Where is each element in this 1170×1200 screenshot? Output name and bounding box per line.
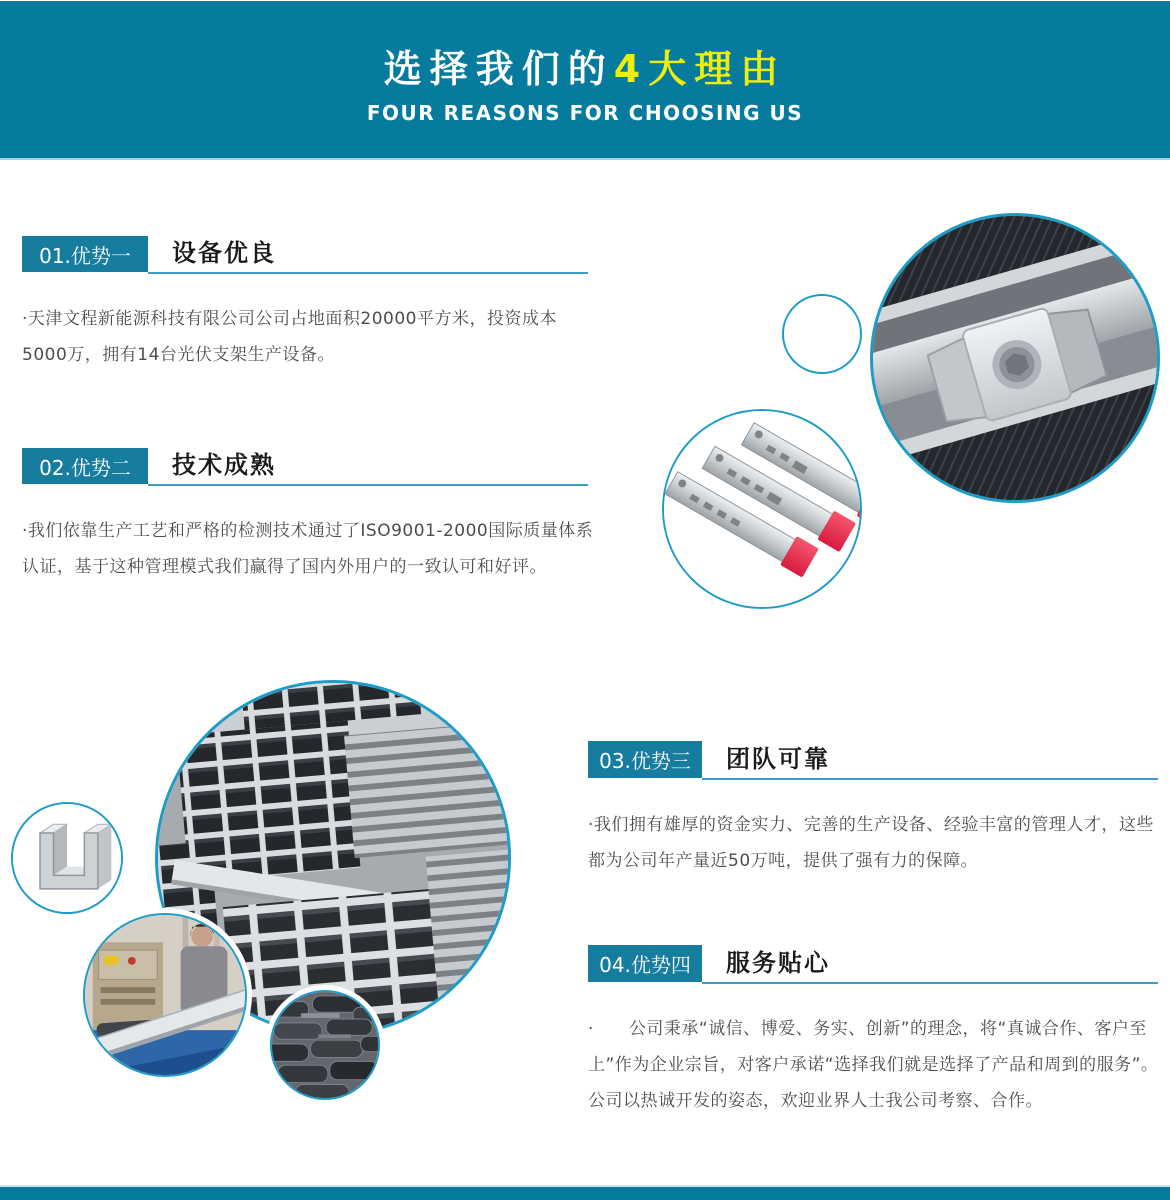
advantage-header: [22, 445, 602, 484]
advantage-section-service: [588, 943, 1160, 1119]
advantage-header: [588, 739, 1160, 778]
advantage-number-badge: 03.优势三: [588, 741, 702, 778]
advantage-title: 设备优良: [172, 239, 276, 267]
footer-band: [0, 1185, 1170, 1200]
section-underline: [148, 272, 588, 274]
advantage-section-team: [588, 739, 1160, 879]
steel-profiles-photo-circle: [662, 409, 862, 609]
steel-bundles-illustration: [272, 992, 378, 1098]
advantage-section-technology: [22, 445, 602, 585]
red-cap-profiles-illustration: [664, 411, 860, 607]
advantage-title: 服务贴心: [726, 949, 830, 977]
section-underline: [702, 982, 1158, 984]
section-underline: [702, 778, 1158, 780]
advantage-title: 技术成熟: [172, 451, 276, 479]
advantage-header: [22, 233, 602, 272]
factory-machine-photo-circle: [83, 913, 247, 1077]
advantage-body: ·我们拥有雄厚的资金实力、完善的生产设备、经验丰富的管理人才，这些都为公司年产量近50万吨，提供了强有力的保障。: [588, 815, 1154, 871]
advantage-title: 团队可靠: [726, 745, 830, 773]
u-channel-photo-circle: [11, 802, 123, 914]
advantage-header: [588, 943, 1160, 982]
steel-bundles-photo-circle: [270, 990, 380, 1100]
advantage-body: ·天津文程新能源科技有限公司公司占地面积20000平方米，投资成本5000万，拥有14台光伏支架生产设备。: [22, 309, 557, 365]
section-underline: [148, 484, 588, 486]
page-title-white: 选择我们的: [383, 46, 614, 91]
u-channel-illustration: [13, 804, 121, 912]
factory-machine-illustration: [85, 915, 245, 1075]
page-title-yellow: 4大理由: [613, 46, 787, 91]
advantage-section-equipment: [22, 233, 602, 373]
header-banner: [0, 1, 1170, 160]
advantage-body: · 公司秉承“诚信、博爱、务实、创新”的理念，将“真诚合作、客户至上”作为企业宗旨，对客户承诺“选择我们就是选择了产品和周到的服务”。公司以热诚开发的姿态，欢迎业界人士我公司考察、合作。: [588, 1019, 1159, 1111]
solar-clamp-photo-circle: [870, 213, 1160, 503]
advantage-number-badge: 01.优势一: [22, 236, 148, 272]
decorative-circle: [782, 294, 862, 374]
advantage-number-badge: 04.优势四: [588, 945, 702, 982]
page-subtitle: FOUR REASONS FOR CHOOSING US: [366, 101, 804, 126]
advantage-number-badge: 02.优势二: [22, 448, 148, 484]
page-title: [384, 48, 786, 92]
advantage-body: ·我们依靠生产工艺和严格的检测技术通过了ISO9001-2000国际质量体系认证，基于这种管理模式我们赢得了国内外用户的一致认可和好评。: [22, 521, 594, 577]
solar-clamp-illustration: [873, 216, 1157, 500]
